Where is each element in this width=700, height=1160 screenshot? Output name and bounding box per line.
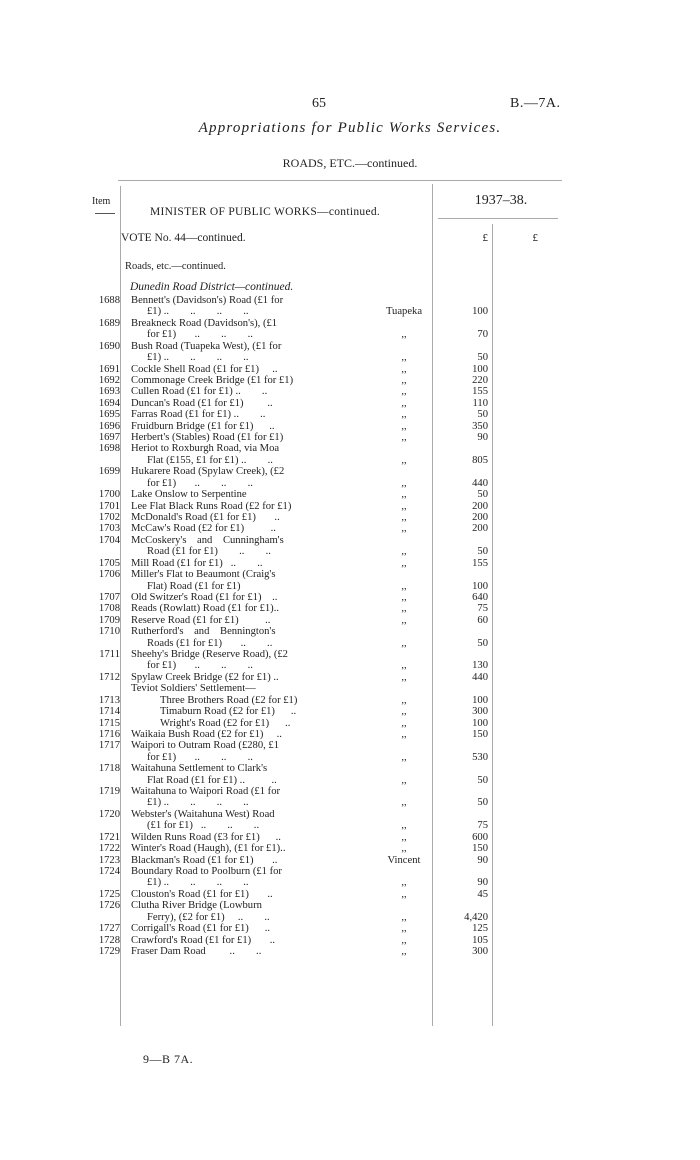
item-number: 1715 xyxy=(98,717,120,729)
item-number: 1723 xyxy=(98,854,120,866)
item-amount: 45 xyxy=(477,888,488,900)
top-rule xyxy=(118,180,562,181)
item-description: Wilden Runs Road (£3 for £1) .. xyxy=(131,831,281,843)
table-row xyxy=(0,626,700,637)
item-description: Waitahuna Settlement to Clark's xyxy=(131,763,268,775)
item-description: McCoskery's and Cunningham's xyxy=(131,534,284,546)
item-description: (£1 for £1) .. .. .. xyxy=(147,820,260,832)
table-row xyxy=(0,603,700,614)
table-row xyxy=(0,592,700,603)
item-number: 1725 xyxy=(98,888,120,900)
item-amount: 100 xyxy=(472,363,488,375)
table-row xyxy=(0,820,700,831)
table-row xyxy=(0,512,700,523)
item-amount: 50 xyxy=(477,489,488,501)
item-amount: 100 xyxy=(472,694,488,706)
item-description: Clutha River Bridge (Lowburn xyxy=(131,900,262,912)
footer-signature: 9—B 7A. xyxy=(143,1052,194,1066)
table-row xyxy=(0,752,700,763)
table-row xyxy=(0,935,700,946)
item-amount: 125 xyxy=(472,923,488,935)
header-rule xyxy=(438,218,558,219)
item-number: 1709 xyxy=(98,614,120,626)
item-location: ,, xyxy=(401,432,407,444)
item-location: ,, xyxy=(401,397,407,409)
item-amount: 220 xyxy=(472,374,488,386)
item-number: 1704 xyxy=(98,534,120,546)
table-row xyxy=(0,409,700,420)
item-amount: 90 xyxy=(477,877,488,889)
item-description: Herbert's (Stables) Road (£1 for £1) xyxy=(131,432,284,444)
item-description: Sheehy's Bridge (Reserve Road), (£2 xyxy=(131,649,288,661)
table-row xyxy=(0,523,700,534)
item-location: ,, xyxy=(401,660,407,672)
item-location: ,, xyxy=(401,374,407,386)
item-location: ,, xyxy=(401,454,407,466)
table-row xyxy=(0,660,700,671)
item-amount: 50 xyxy=(477,409,488,421)
item-amount: 530 xyxy=(472,751,488,763)
item-location: Tuapeka xyxy=(385,306,423,318)
table-row xyxy=(0,558,700,569)
item-number: 1705 xyxy=(98,557,120,569)
item-description: Waikaia Bush Road (£2 for £1) .. xyxy=(131,728,282,740)
item-description: Fraser Dam Road .. .. xyxy=(131,945,262,957)
table-row xyxy=(0,478,700,489)
table-row xyxy=(0,466,700,477)
minister-heading xyxy=(150,206,380,218)
district-heading: Dunedin Road District—continued. xyxy=(130,281,294,293)
item-description: Miller's Flat to Beaumont (Craig's xyxy=(131,569,276,581)
item-description: Waitahuna to Waipori Road (£1 for xyxy=(131,786,281,798)
section-heading: Roads, etc.—continued. xyxy=(125,261,226,272)
page-number: 65 xyxy=(312,96,326,111)
item-description: £1) .. .. .. .. xyxy=(147,306,249,318)
item-amount: 155 xyxy=(472,386,488,398)
item-description: Old Switzer's Road (£1 for £1) .. xyxy=(131,591,278,603)
item-rule xyxy=(95,213,115,214)
item-column-header: Item xyxy=(92,196,111,207)
item-number: 1693 xyxy=(98,386,120,398)
item-number: 1699 xyxy=(98,466,120,478)
item-number: 1714 xyxy=(98,706,120,718)
item-number: 1712 xyxy=(98,671,120,683)
item-location: ,, xyxy=(401,820,407,832)
item-location: ,, xyxy=(401,831,407,843)
item-location: ,, xyxy=(401,934,407,946)
item-location: ,, xyxy=(401,363,407,375)
item-location: ,, xyxy=(401,511,407,523)
item-location: ,, xyxy=(401,557,407,569)
item-description: £1) .. .. .. .. xyxy=(147,797,249,809)
item-description: Reads (Rowlatt) Road (£1 for £1).. xyxy=(131,603,279,615)
item-location: ,, xyxy=(401,352,407,364)
item-amount: 440 xyxy=(472,671,488,683)
item-description: Wright's Road (£2 for £1) .. xyxy=(160,717,291,729)
item-location: ,, xyxy=(401,694,407,706)
item-location: ,, xyxy=(401,637,407,649)
item-location: ,, xyxy=(401,888,407,900)
item-amount: 440 xyxy=(472,477,488,489)
item-description: Winter's Road (Haugh), (£1 for £1).. xyxy=(131,843,286,855)
item-location: ,, xyxy=(401,671,407,683)
item-amount: 50 xyxy=(477,352,488,364)
item-amount: 350 xyxy=(472,420,488,432)
table-row xyxy=(0,889,700,900)
item-number: 1695 xyxy=(98,409,120,421)
item-amount: 60 xyxy=(477,614,488,626)
item-number: 1713 xyxy=(98,694,120,706)
item-amount: 100 xyxy=(472,717,488,729)
item-amount: 805 xyxy=(472,454,488,466)
table-row xyxy=(0,729,700,740)
item-description: Lake Onslow to Serpentine xyxy=(131,489,247,501)
item-amount: 100 xyxy=(472,306,488,318)
table-row xyxy=(0,535,700,546)
item-location: ,, xyxy=(401,523,407,535)
item-number: 1706 xyxy=(98,569,120,581)
table-row xyxy=(0,398,700,409)
item-description: £1) .. .. .. .. xyxy=(147,352,249,364)
item-description: Clouston's Road (£1 for £1) .. xyxy=(131,888,273,900)
item-amount: 150 xyxy=(472,843,488,855)
table-row xyxy=(0,809,700,820)
table-row xyxy=(0,306,700,317)
item-location: ,, xyxy=(401,774,407,786)
item-location: ,, xyxy=(401,945,407,957)
item-amount: 200 xyxy=(472,500,488,512)
item-description: Farras Road (£1 for £1) .. .. xyxy=(131,409,266,421)
item-description: for £1) .. .. .. xyxy=(147,751,253,763)
item-description: Commonage Creek Bridge (£1 for £1) xyxy=(131,374,294,386)
item-number: 1698 xyxy=(98,443,120,455)
item-description: Road (£1 for £1) .. .. xyxy=(147,546,271,558)
item-amount: 640 xyxy=(472,591,488,603)
table-row xyxy=(0,718,700,729)
table-row xyxy=(0,946,700,957)
item-location: Vincent xyxy=(387,854,421,866)
item-description: Bush Road (Tuapeka West), (£1 for xyxy=(131,340,282,352)
item-number: 1710 xyxy=(98,626,120,638)
item-description: for £1) .. .. .. xyxy=(147,329,253,341)
item-amount: 200 xyxy=(472,511,488,523)
currency-symbol-1: £ xyxy=(482,232,488,244)
item-number: 1691 xyxy=(98,363,120,375)
table-row xyxy=(0,443,700,454)
document-reference: B.—7A. xyxy=(510,96,561,111)
item-description: Flat Road (£1 for £1) .. .. xyxy=(147,774,277,786)
item-number: 1711 xyxy=(99,649,120,661)
item-description: Ferry), (£2 for £1) .. .. xyxy=(147,911,270,923)
item-location: ,, xyxy=(401,751,407,763)
item-amount: 50 xyxy=(477,797,488,809)
table-row xyxy=(0,855,700,866)
item-number: 1702 xyxy=(98,511,120,523)
table-row xyxy=(0,900,700,911)
table-row xyxy=(0,615,700,626)
table-row xyxy=(0,386,700,397)
section-subtitle: ROADS, ETC.—continued. xyxy=(282,156,418,170)
item-description: McCaw's Road (£2 for £1) .. xyxy=(131,523,276,535)
item-amount: 600 xyxy=(472,831,488,843)
table-row xyxy=(0,375,700,386)
table-row xyxy=(0,501,700,512)
item-description: Webster's (Waitahuna West) Road xyxy=(131,808,275,820)
item-number: 1701 xyxy=(98,500,120,512)
item-location: ,, xyxy=(401,877,407,889)
table-row xyxy=(0,432,700,443)
table-row xyxy=(0,318,700,329)
item-description: Breakneck Road (Davidson's), (£1 xyxy=(131,317,278,329)
year-column-header: 1937–38. xyxy=(474,193,528,208)
item-number: 1724 xyxy=(98,866,120,877)
table-row xyxy=(0,352,700,363)
item-description: Lee Flat Black Runs Road (£2 for £1) xyxy=(131,500,292,512)
item-location: ,, xyxy=(401,728,407,740)
table-row xyxy=(0,672,700,683)
table-row xyxy=(0,877,700,888)
item-number: 1726 xyxy=(98,900,120,912)
item-amount: 300 xyxy=(472,945,488,957)
table-row xyxy=(0,912,700,923)
table-row xyxy=(0,341,700,352)
item-location: ,, xyxy=(401,420,407,432)
table-row xyxy=(0,364,700,375)
table-row xyxy=(0,649,700,660)
item-description: Corrigall's Road (£1 for £1) .. xyxy=(131,923,271,935)
item-number: 1721 xyxy=(98,831,120,843)
table-row xyxy=(0,923,700,934)
table-row xyxy=(0,581,700,592)
item-location: ,, xyxy=(401,591,407,603)
item-description: for £1) .. .. .. xyxy=(147,477,253,489)
item-amount: 200 xyxy=(472,523,488,535)
table-row xyxy=(0,329,700,340)
item-description: Boundary Road to Poolburn (£1 for xyxy=(131,866,282,877)
item-amount: 50 xyxy=(477,546,488,558)
item-description: Spylaw Creek Bridge (£2 for £1) .. xyxy=(131,671,279,683)
item-description: Duncan's Road (£1 for £1) .. xyxy=(131,397,273,409)
item-amount: 90 xyxy=(477,432,488,444)
item-number: 1690 xyxy=(98,340,120,352)
item-number: 1700 xyxy=(98,489,120,501)
table-row xyxy=(0,843,700,854)
item-description: Crawford's Road (£1 for £1) .. xyxy=(131,934,276,946)
item-description: Three Brothers Road (£2 for £1) xyxy=(160,694,298,706)
item-location: ,, xyxy=(401,797,407,809)
item-description: Flat) Road (£1 for £1) xyxy=(147,580,241,592)
item-number: 1718 xyxy=(98,763,120,775)
item-amount: 50 xyxy=(477,774,488,786)
item-amount: 100 xyxy=(472,580,488,592)
table-row xyxy=(0,740,700,751)
item-location: ,, xyxy=(401,614,407,626)
item-number: 1694 xyxy=(98,397,120,409)
item-description: for £1) .. .. .. xyxy=(147,660,253,672)
item-description: Heriot to Roxburgh Road, via Moa xyxy=(131,443,280,455)
table-row xyxy=(0,706,700,717)
item-number: 1728 xyxy=(98,934,120,946)
item-location: ,, xyxy=(401,500,407,512)
table-row xyxy=(0,763,700,774)
table-row xyxy=(0,786,700,797)
item-number: 1717 xyxy=(98,740,120,752)
item-description: Roads (£1 for £1) .. .. xyxy=(147,637,273,649)
item-number: 1696 xyxy=(98,420,120,432)
item-number: 1708 xyxy=(98,603,120,615)
item-location: ,, xyxy=(401,843,407,855)
table-row xyxy=(0,797,700,808)
item-number: 1692 xyxy=(98,374,120,386)
item-amount: 90 xyxy=(477,854,488,866)
page-title: Appropriations for Public Works Services. xyxy=(198,120,502,136)
item-number: 1729 xyxy=(98,945,120,957)
item-description: £1) .. .. .. .. xyxy=(147,877,249,889)
item-description: Cockle Shell Road (£1 for £1) .. xyxy=(131,363,278,375)
table-row xyxy=(0,866,700,877)
table-row xyxy=(0,638,700,649)
item-description: Waipori to Outram Road (£280, £1 xyxy=(131,740,280,752)
item-amount: 70 xyxy=(477,329,488,341)
item-amount: 155 xyxy=(472,557,488,569)
item-number: 1707 xyxy=(98,591,120,603)
item-number: 1716 xyxy=(98,728,120,740)
currency-symbol-2: £ xyxy=(532,232,538,244)
item-location: ,, xyxy=(401,923,407,935)
item-description: Bennett's (Davidson's) Road (£1 for xyxy=(131,295,284,306)
item-description: Fruidburn Bridge (£1 for £1) .. xyxy=(131,420,275,432)
item-location: ,, xyxy=(401,409,407,421)
item-amount: 75 xyxy=(477,820,488,832)
item-description: Flat (£155, £1 for £1) .. .. xyxy=(147,454,273,466)
item-location: ,, xyxy=(401,580,407,592)
item-number: 1719 xyxy=(98,786,120,798)
item-number: 1720 xyxy=(98,808,120,820)
item-amount: 50 xyxy=(477,637,488,649)
vote-heading: VOTE No. 44—continued. xyxy=(121,232,246,244)
minister-heading-text: MINISTER OF PUBLIC WORKS—continued. xyxy=(150,206,381,218)
item-location: ,, xyxy=(401,329,407,341)
item-location: ,, xyxy=(401,717,407,729)
item-location: ,, xyxy=(401,546,407,558)
item-location: ,, xyxy=(401,706,407,718)
item-description: Rutherford's and Bennington's xyxy=(131,626,276,638)
item-description: Hukarere Road (Spylaw Creek), (£2 xyxy=(131,466,285,478)
item-amount: 150 xyxy=(472,728,488,740)
item-description: Cullen Road (£1 for £1) .. .. xyxy=(131,386,268,398)
item-location: ,, xyxy=(401,603,407,615)
table-row xyxy=(0,489,700,500)
item-amount: 130 xyxy=(472,660,488,672)
item-number: 1689 xyxy=(98,317,120,329)
item-amount: 110 xyxy=(472,397,488,409)
item-description: Teviot Soldiers' Settlement— xyxy=(131,683,256,695)
table-row xyxy=(0,295,700,306)
item-description: Reserve Road (£1 for £1) .. xyxy=(131,614,271,626)
table-row xyxy=(0,569,700,580)
item-description: McDonald's Road (£1 for £1) .. xyxy=(131,511,280,523)
item-amount: 4,420 xyxy=(464,911,488,923)
table-row xyxy=(0,683,700,694)
item-number: 1727 xyxy=(98,923,120,935)
item-number: 1703 xyxy=(98,523,120,535)
table-row xyxy=(0,546,700,557)
item-location: ,, xyxy=(401,911,407,923)
table-row xyxy=(0,775,700,786)
item-location: ,, xyxy=(401,489,407,501)
item-amount: 300 xyxy=(472,706,488,718)
item-location: ,, xyxy=(401,477,407,489)
item-number: 1722 xyxy=(98,843,120,855)
table-row xyxy=(0,455,700,466)
item-location: ,, xyxy=(401,386,407,398)
item-amount: 75 xyxy=(477,603,488,615)
item-amount: 105 xyxy=(472,934,488,946)
table-row xyxy=(0,695,700,706)
item-number: 1697 xyxy=(98,432,120,444)
table-row xyxy=(0,832,700,843)
table-row xyxy=(0,421,700,432)
item-description: Mill Road (£1 for £1) .. .. xyxy=(131,557,263,569)
item-description: Blackman's Road (£1 for £1) .. xyxy=(131,854,278,866)
item-description: Timaburn Road (£2 for £1) .. xyxy=(160,706,297,718)
item-number: 1688 xyxy=(98,295,120,306)
